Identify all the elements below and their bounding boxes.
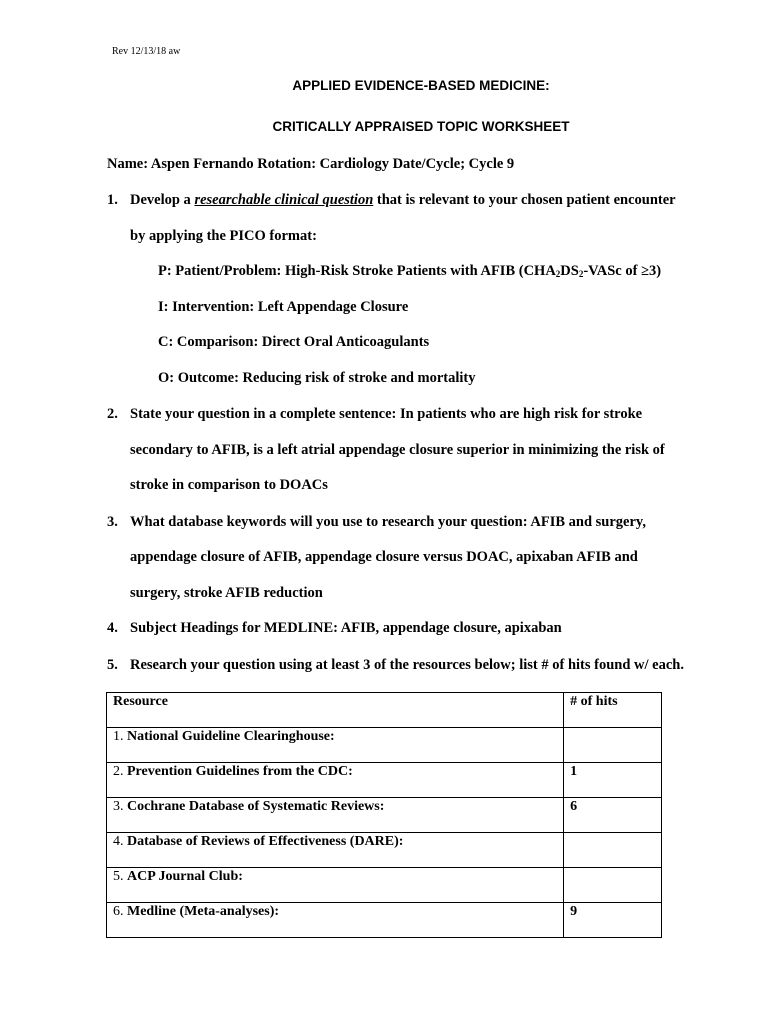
q4-number: 4. [107, 620, 118, 636]
row-number: 2. [113, 764, 127, 779]
pico-p-mid: DS [560, 263, 579, 279]
resource-label: Medline (Meta-analyses): [127, 904, 280, 919]
title-line-1: APPLIED EVIDENCE-BASED MEDICINE: [292, 78, 550, 93]
table-row [107, 903, 662, 938]
q2-line1: State your question in a complete sentence: In patients who are high risk for stroke [130, 406, 643, 422]
resource-label: Cochrane Database of Systematic Reviews: [127, 799, 385, 814]
header-resource: Resource [107, 693, 564, 728]
pico-o: O: Outcome: Reducing risk of stroke and mortality [158, 370, 476, 386]
resource-cell [107, 728, 564, 763]
q2-line2: secondary to AFIB, is a left atrial appendage closure superior in minimizing the risk of [130, 442, 665, 458]
resource-label: Database of Reviews of Effectiveness (DARE): [127, 834, 404, 849]
pico-c: C: Comparison: Direct Oral Anticoagulants [158, 334, 430, 350]
table-header-row [107, 693, 662, 728]
pico-p [158, 263, 661, 280]
resource-cell [107, 763, 564, 798]
resource-label: ACP Journal Club: [127, 869, 243, 884]
row-number: 5. [113, 869, 127, 884]
resource-cell [107, 798, 564, 833]
table-row [107, 798, 662, 833]
q4-line1: Subject Headings for MEDLINE: AFIB, appendage closure, apixaban [130, 620, 562, 636]
revision-note: Rev 12/13/18 aw [112, 46, 181, 57]
hits-cell [564, 868, 662, 903]
q3-line1: What database keywords will you use to research your question: AFIB and surgery, [130, 514, 647, 530]
q1-number: 1. [107, 192, 118, 208]
title-line-2: CRITICALLY APPRAISED TOPIC WORKSHEET [272, 119, 570, 134]
q1-emphasis: researchable clinical question [194, 192, 374, 208]
table-row [107, 868, 662, 903]
table-row [107, 763, 662, 798]
q1-line1 [130, 192, 676, 209]
pico-p-sub1: 2 [555, 269, 561, 279]
resource-cell [107, 903, 564, 938]
resource-table [106, 692, 662, 938]
q1-post: that is relevant to your chosen patient encounter [373, 192, 676, 208]
hits-cell [564, 728, 662, 763]
q1-line2: by applying the PICO format: [130, 228, 317, 244]
resource-label: National Guideline Clearinghouse: [127, 729, 335, 744]
pico-i: I: Intervention: Left Appendage Closure [158, 299, 409, 315]
table-row [107, 833, 662, 868]
q3-number: 3. [107, 514, 118, 530]
q3-line3: surgery, stroke AFIB reduction [130, 585, 323, 601]
header-hits: # of hits [564, 693, 662, 728]
hits-cell: 1 [564, 763, 662, 798]
row-number: 1. [113, 729, 127, 744]
q5-line1: Research your question using at least 3 of the resources below; list # of hits found w/ each. [130, 657, 684, 673]
resource-cell [107, 833, 564, 868]
row-number: 3. [113, 799, 127, 814]
hits-cell [564, 833, 662, 868]
pico-p-post: -VASc of ≥3) [583, 263, 662, 279]
resource-label: Prevention Guidelines from the CDC: [127, 764, 353, 779]
hits-cell: 6 [564, 798, 662, 833]
resource-cell [107, 868, 564, 903]
pico-p-text: P: Patient/Problem: High-Risk Stroke Patients with AFIB (CHA [158, 263, 556, 279]
pico-p-sub2: 2 [578, 269, 584, 279]
q2-line3: stroke in comparison to DOACs [130, 477, 328, 493]
info-line: Name: Aspen Fernando Rotation: Cardiology Date/Cycle; Cycle 9 [107, 156, 515, 172]
row-number: 6. [113, 904, 127, 919]
table-row [107, 728, 662, 763]
q1-pre: Develop a [130, 192, 195, 208]
row-number: 4. [113, 834, 127, 849]
q5-number: 5. [107, 657, 118, 673]
q3-line2: appendage closure of AFIB, appendage closure versus DOAC, apixaban AFIB and [130, 549, 638, 565]
q2-number: 2. [107, 406, 118, 422]
hits-cell: 9 [564, 903, 662, 938]
